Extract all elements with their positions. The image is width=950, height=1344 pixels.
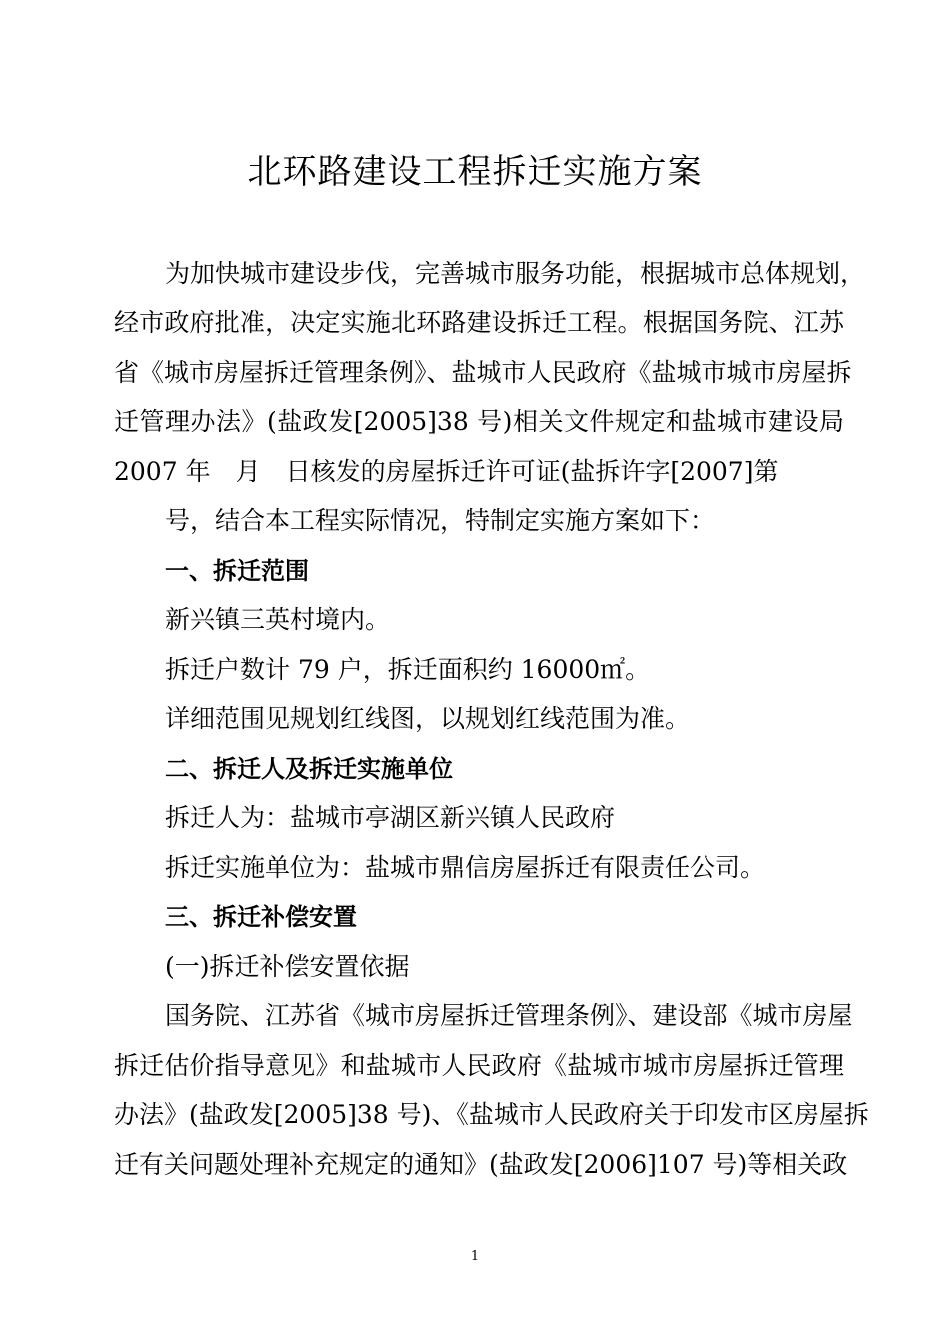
body-line-intro-3: 省《城市房屋拆迁管理条例》、盐城市人民政府《盐城市城市房屋拆 bbox=[114, 358, 852, 387]
section-3-line-2: 拆迁估价指导意见》和盐城市人民政府《盐城市城市房屋拆迁管理 bbox=[114, 1051, 844, 1080]
section-1-line-1: 新兴镇三英村境内。 bbox=[165, 605, 391, 634]
body-line-intro-6: 号，结合本工程实际情况，特制定实施方案如下： bbox=[165, 506, 716, 535]
section-2-line-1: 拆迁人为：盐城市亭湖区新兴镇人民政府 bbox=[165, 803, 616, 832]
body-line-intro-4: 迁管理办法》(盐政发[2005]38 号)相关文件规定和盐城市建设局 bbox=[114, 407, 844, 436]
section-3-line-3: 办法》(盐政发[2005]38 号)、《盐城市人民政府关于印发市区房屋拆 bbox=[114, 1100, 869, 1129]
body-line-intro-2: 经市政府批准，决定实施北环路建设拆迁工程。根据国务院、江苏 bbox=[114, 308, 844, 337]
section-heading-1: 一、拆迁范围 bbox=[165, 557, 309, 585]
section-heading-3: 三、拆迁补偿安置 bbox=[165, 903, 357, 931]
body-line-intro-1: 为加快城市建设步伐，完善城市服务功能，根据城市总体规划， bbox=[165, 259, 866, 288]
page-number: 1 bbox=[470, 1249, 480, 1264]
section-3-line-1: 国务院、江苏省《城市房屋拆迁管理条例》、建设部《城市房屋 bbox=[165, 1001, 853, 1030]
section-1-line-3: 详细范围见规划红线图，以规划红线范围为准。 bbox=[165, 704, 691, 733]
body-line-intro-5: 2007 年 月 日核发的房屋拆迁许可证(盐拆许字[2007]第 bbox=[114, 457, 779, 486]
section-2-line-2: 拆迁实施单位为：盐城市鼎信房屋拆迁有限责任公司。 bbox=[165, 853, 766, 882]
section-3-line-4: 迁有关问题处理补充规定的通知》(盐政发[2006]107 号)等相关政 bbox=[114, 1150, 848, 1179]
section-heading-2: 二、拆迁人及拆迁实施单位 bbox=[165, 755, 453, 783]
subsection-heading-3-1: (一)拆迁补偿安置依据 bbox=[165, 952, 410, 981]
page-title: 北环路建设工程拆迁实施方案 bbox=[247, 152, 703, 192]
section-1-line-2: 拆迁户数计 79 户，拆迁面积约 16000㎡。 bbox=[165, 655, 651, 684]
